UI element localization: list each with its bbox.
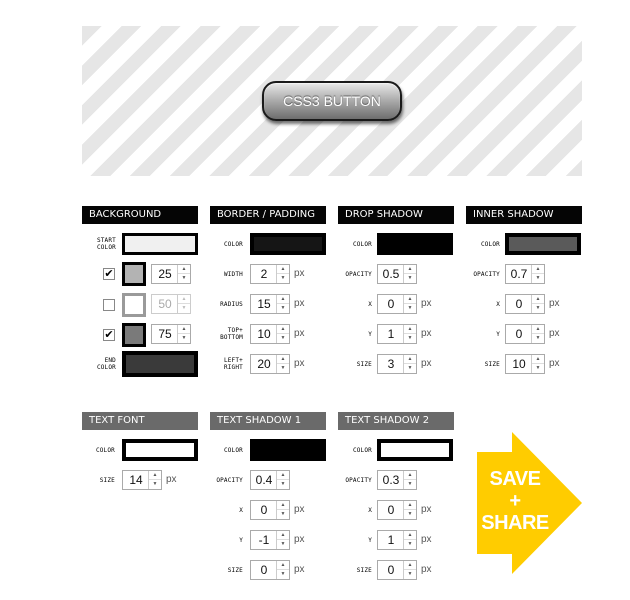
up-arrow-icon[interactable]: ▲ — [532, 265, 544, 274]
inner-shadow-opacity-label: OPACITY — [473, 271, 500, 278]
text-shadow-1-size-value[interactable]: 0 — [260, 563, 268, 577]
down-arrow-icon[interactable]: ▼ — [535, 305, 541, 311]
text-font-panel — [82, 412, 198, 430]
border-padding-panel — [210, 206, 326, 224]
text-font-color-label: COLOR — [95, 447, 115, 454]
down-arrow-icon[interactable]: ▼ — [181, 275, 187, 281]
stop-1-position-value[interactable]: 25 — [158, 267, 172, 281]
save-share-button[interactable] — [477, 432, 582, 574]
stop-2-color-swatch[interactable] — [122, 293, 146, 317]
text-shadow-2-opacity-spinner[interactable] — [377, 470, 417, 490]
up-arrow-icon[interactable]: ▲ — [277, 325, 289, 334]
stop-1-color-swatch[interactable] — [122, 262, 146, 286]
up-arrow-icon[interactable]: ▲ — [404, 531, 416, 540]
px-unit: px — [421, 328, 432, 339]
text-shadow-1-panel — [210, 412, 326, 430]
up-arrow-icon[interactable]: ▲ — [277, 295, 289, 304]
inner-shadow-y-spinner[interactable] — [505, 324, 545, 344]
inner-shadow-size-value[interactable]: 10 — [512, 357, 526, 371]
checkmark-icon: ✔ — [104, 328, 114, 341]
px-unit: px — [421, 298, 432, 309]
down-arrow-icon[interactable]: ▼ — [407, 571, 413, 577]
text-font-size-value[interactable]: 14 — [129, 473, 143, 487]
px-unit: px — [294, 504, 305, 515]
inner-shadow-opacity-spinner[interactable] — [505, 264, 545, 284]
text-font-color-swatch[interactable] — [122, 439, 198, 461]
text-shadow-2-y-spinner[interactable] — [377, 530, 417, 550]
up-arrow-icon[interactable]: ▲ — [404, 471, 416, 480]
text-shadow-1-color-swatch[interactable] — [250, 439, 326, 461]
text-shadow-1-x-label: X — [239, 507, 243, 514]
stop-3-checkbox[interactable] — [103, 329, 115, 341]
text-shadow-2-color-swatch[interactable] — [377, 439, 453, 461]
up-arrow-icon[interactable]: ▲ — [404, 265, 416, 274]
stop-1-position-spinner[interactable] — [151, 264, 191, 284]
border-radius-spinner[interactable] — [250, 294, 290, 314]
save-share-label — [477, 468, 553, 534]
start-color-swatch[interactable] — [122, 233, 198, 255]
padding-topbottom-label: TOP+ BOTTOM — [220, 327, 243, 341]
border-color-swatch[interactable] — [250, 233, 326, 255]
text-shadow-2-size-spinner[interactable] — [377, 560, 417, 580]
border-padding-header: BORDER / PADDING — [210, 206, 326, 224]
px-unit: px — [294, 328, 305, 339]
drop-shadow-y-label: Y — [368, 331, 372, 338]
down-arrow-icon[interactable]: ▼ — [407, 481, 413, 487]
text-shadow-2-y-label: Y — [368, 537, 372, 544]
text-shadow-1-y-label: Y — [239, 537, 243, 544]
text-shadow-1-opacity-spinner[interactable] — [250, 470, 290, 490]
down-arrow-icon[interactable]: ▼ — [280, 335, 286, 341]
up-arrow-icon[interactable]: ▲ — [404, 295, 416, 304]
down-arrow-icon[interactable]: ▼ — [407, 275, 413, 281]
stop-3-position-value[interactable]: 75 — [158, 327, 172, 341]
text-shadow-2-y-value[interactable]: 1 — [387, 533, 395, 547]
drop-shadow-size-label: SIZE — [356, 361, 372, 368]
px-unit: px — [421, 534, 432, 545]
text-shadow-1-y-value[interactable]: -1 — [258, 533, 270, 547]
text-font-size-spinner[interactable] — [122, 470, 162, 490]
inner-shadow-y-value[interactable]: 0 — [515, 327, 523, 341]
text-shadow-1-y-spinner[interactable] — [250, 530, 290, 550]
stop-2-position-spinner[interactable] — [151, 294, 191, 314]
up-arrow-icon[interactable]: ▲ — [277, 531, 289, 540]
padding-topbottom-spinner[interactable] — [250, 324, 290, 344]
px-unit: px — [166, 474, 177, 485]
up-arrow-icon[interactable]: ▲ — [178, 325, 190, 334]
down-arrow-icon[interactable]: ▼ — [407, 305, 413, 311]
background-header: BACKGROUND — [82, 206, 198, 224]
text-font-header: TEXT FONT — [82, 412, 198, 430]
text-shadow-2-opacity-value[interactable]: 0.3 — [382, 473, 400, 487]
border-width-label: WIDTH — [223, 271, 243, 278]
px-unit: px — [549, 328, 560, 339]
inner-shadow-x-label: X — [496, 301, 500, 308]
drop-shadow-x-value[interactable]: 0 — [387, 297, 395, 311]
text-shadow-2-x-value[interactable]: 0 — [387, 503, 395, 517]
text-shadow-2-x-label: X — [368, 507, 372, 514]
border-color-label: COLOR — [223, 241, 243, 248]
down-arrow-icon[interactable]: ▼ — [535, 365, 541, 371]
text-shadow-2-color-label: COLOR — [352, 447, 372, 454]
border-width-spinner[interactable] — [250, 264, 290, 284]
padding-leftright-value[interactable]: 20 — [257, 357, 271, 371]
up-arrow-icon[interactable]: ▲ — [532, 295, 544, 304]
up-arrow-icon[interactable]: ▲ — [178, 265, 190, 274]
inner-shadow-panel — [466, 206, 582, 224]
stop-2-checkbox[interactable] — [103, 299, 115, 311]
drop-shadow-y-spinner[interactable] — [377, 324, 417, 344]
up-arrow-icon[interactable]: ▲ — [277, 471, 289, 480]
share-label: SHARE — [481, 512, 549, 534]
px-unit: px — [294, 534, 305, 545]
text-font-size-label: SIZE — [99, 477, 115, 484]
drop-shadow-x-label: X — [368, 301, 372, 308]
padding-topbottom-value[interactable]: 10 — [257, 327, 271, 341]
stop-2-position-value[interactable]: 50 — [158, 297, 172, 311]
px-unit: px — [421, 358, 432, 369]
down-arrow-icon[interactable]: ▼ — [280, 511, 286, 517]
drop-shadow-opacity-label: OPACITY — [345, 271, 372, 278]
down-arrow-icon[interactable]: ▼ — [181, 305, 187, 311]
inner-shadow-size-spinner[interactable] — [505, 354, 545, 374]
end-color-swatch[interactable] — [122, 351, 198, 377]
down-arrow-icon[interactable]: ▼ — [280, 481, 286, 487]
text-shadow-1-opacity-value[interactable]: 0.4 — [255, 473, 273, 487]
inner-shadow-color-swatch[interactable] — [505, 233, 581, 255]
padding-leftright-label: LEFT+ RIGHT — [223, 357, 243, 371]
inner-shadow-size-label: SIZE — [484, 361, 500, 368]
drop-shadow-size-value[interactable]: 3 — [387, 357, 395, 371]
plus-label: + — [509, 490, 521, 512]
text-shadow-2-opacity-label: OPACITY — [345, 477, 372, 484]
down-arrow-icon[interactable]: ▼ — [181, 335, 187, 341]
inner-shadow-x-value[interactable]: 0 — [515, 297, 523, 311]
up-arrow-icon[interactable]: ▲ — [277, 561, 289, 570]
text-shadow-2-x-spinner[interactable] — [377, 500, 417, 520]
up-arrow-icon[interactable]: ▲ — [404, 355, 416, 364]
px-unit: px — [549, 298, 560, 309]
up-arrow-icon[interactable]: ▲ — [532, 355, 544, 364]
down-arrow-icon[interactable]: ▼ — [535, 275, 541, 281]
text-shadow-1-x-value[interactable]: 0 — [260, 503, 268, 517]
inner-shadow-opacity-value[interactable]: 0.7 — [510, 267, 528, 281]
up-arrow-icon[interactable]: ▲ — [149, 471, 161, 480]
drop-shadow-panel — [338, 206, 454, 224]
up-arrow-icon[interactable]: ▲ — [404, 325, 416, 334]
background-panel — [82, 206, 198, 224]
down-arrow-icon[interactable]: ▼ — [407, 541, 413, 547]
down-arrow-icon[interactable]: ▼ — [280, 275, 286, 281]
text-shadow-1-size-label: SIZE — [227, 567, 243, 574]
down-arrow-icon[interactable]: ▼ — [280, 571, 286, 577]
down-arrow-icon[interactable]: ▼ — [535, 335, 541, 341]
drop-shadow-opacity-value[interactable]: 0.5 — [382, 267, 400, 281]
border-width-value[interactable]: 2 — [260, 267, 268, 281]
text-shadow-1-color-label: COLOR — [223, 447, 243, 454]
inner-shadow-y-label: Y — [496, 331, 500, 338]
button-preview-area — [82, 26, 582, 176]
inner-shadow-color-label: COLOR — [480, 241, 500, 248]
inner-shadow-x-spinner[interactable] — [505, 294, 545, 314]
drop-shadow-size-spinner[interactable] — [377, 354, 417, 374]
px-unit: px — [294, 268, 305, 279]
drop-shadow-color-swatch[interactable] — [377, 233, 453, 255]
start-color-label: START COLOR — [96, 237, 116, 251]
text-shadow-1-header: TEXT SHADOW 1 — [210, 412, 326, 430]
up-arrow-icon[interactable]: ▲ — [404, 501, 416, 510]
stop-1-checkbox[interactable] — [103, 268, 115, 280]
down-arrow-icon[interactable]: ▼ — [407, 335, 413, 341]
down-arrow-icon[interactable]: ▼ — [280, 365, 286, 371]
text-shadow-1-opacity-label: OPACITY — [216, 477, 243, 484]
px-unit: px — [421, 504, 432, 515]
text-shadow-2-header: TEXT SHADOW 2 — [338, 412, 454, 430]
px-unit: px — [549, 358, 560, 369]
end-color-label: END COLOR — [96, 357, 116, 371]
px-unit: px — [294, 358, 305, 369]
padding-leftright-spinner[interactable] — [250, 354, 290, 374]
drop-shadow-header: DROP SHADOW — [338, 206, 454, 224]
up-arrow-icon[interactable]: ▲ — [532, 325, 544, 334]
up-arrow-icon[interactable]: ▲ — [178, 295, 190, 304]
up-arrow-icon[interactable]: ▲ — [404, 561, 416, 570]
px-unit: px — [294, 298, 305, 309]
save-label: SAVE — [489, 468, 541, 490]
down-arrow-icon[interactable]: ▼ — [407, 511, 413, 517]
border-radius-label: RADIUS — [220, 301, 243, 308]
drop-shadow-y-value[interactable]: 1 — [387, 327, 395, 341]
drop-shadow-x-spinner[interactable] — [377, 294, 417, 314]
px-unit: px — [294, 564, 305, 575]
css3-preview-button[interactable]: CSS3 BUTTON — [262, 81, 402, 121]
stop-3-color-swatch[interactable] — [122, 323, 146, 347]
text-shadow-2-size-value[interactable]: 0 — [387, 563, 395, 577]
down-arrow-icon[interactable]: ▼ — [407, 365, 413, 371]
drop-shadow-opacity-spinner[interactable] — [377, 264, 417, 284]
text-shadow-2-size-label: SIZE — [356, 567, 372, 574]
text-shadow-2-panel — [338, 412, 454, 430]
text-shadow-1-size-spinner[interactable] — [250, 560, 290, 580]
inner-shadow-header: INNER SHADOW — [466, 206, 582, 224]
px-unit: px — [421, 564, 432, 575]
down-arrow-icon[interactable]: ▼ — [280, 541, 286, 547]
checkmark-icon: ✔ — [104, 267, 114, 280]
text-shadow-1-x-spinner[interactable] — [250, 500, 290, 520]
up-arrow-icon[interactable]: ▲ — [277, 355, 289, 364]
stop-3-position-spinner[interactable] — [151, 324, 191, 344]
up-arrow-icon[interactable]: ▲ — [277, 265, 289, 274]
down-arrow-icon[interactable]: ▼ — [280, 305, 286, 311]
up-arrow-icon[interactable]: ▲ — [277, 501, 289, 510]
drop-shadow-color-label: COLOR — [352, 241, 372, 248]
down-arrow-icon[interactable]: ▼ — [152, 481, 158, 487]
border-radius-value[interactable]: 15 — [257, 297, 271, 311]
